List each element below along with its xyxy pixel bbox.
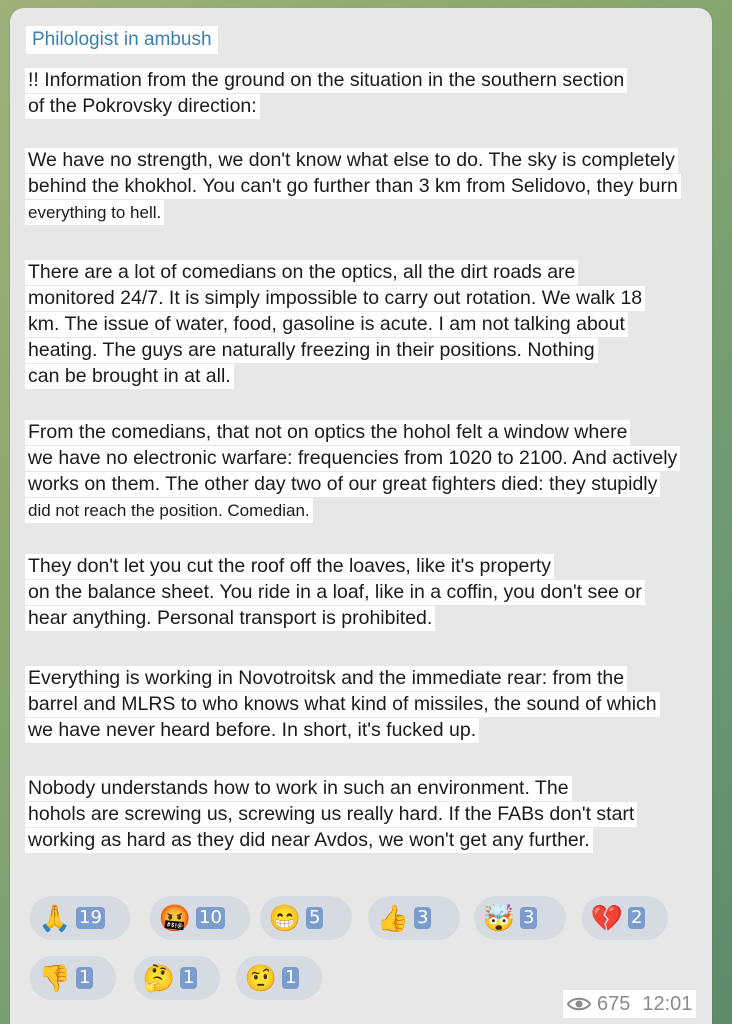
text-line: !! Information from the ground on the situation in the southern section xyxy=(25,68,627,93)
thumbs-down-icon: 👎 xyxy=(38,963,72,993)
text-line: barrel and MLRS to who knows what kind of missiles, the sound of which xyxy=(25,692,660,717)
reaction-count: 1 xyxy=(180,967,197,989)
reaction-thumbs-down[interactable] xyxy=(30,956,116,1000)
text-line: Everything is working in Novotroitsk and the immediate rear: from the xyxy=(25,666,627,691)
text-line: There are a lot of comedians on the optics, all the dirt roads are xyxy=(25,260,578,285)
reaction-exploding-head[interactable] xyxy=(474,896,566,940)
reaction-count: 19 xyxy=(76,907,105,929)
views-eye-icon xyxy=(567,996,591,1012)
paragraph xyxy=(25,554,645,632)
message-time: 12:01 xyxy=(642,992,693,1015)
text-line: can be brought in at all. xyxy=(25,364,234,389)
grinning-face-icon: 😁 xyxy=(268,903,302,933)
paragraph xyxy=(25,260,645,390)
reaction-grinning-face[interactable] xyxy=(260,896,352,940)
reaction-count: 2 xyxy=(628,907,645,929)
text-line: on the balance sheet. You ride in a loaf, like in a coffin, you don't see or xyxy=(25,580,645,605)
message-bubble xyxy=(10,8,712,1024)
text-line: heating. The guys are naturally freezing in their positions. Nothing xyxy=(25,338,598,363)
paragraph xyxy=(25,666,660,744)
text-line: working as hard as they did near Avdos, we won't get any further. xyxy=(25,828,593,853)
text-line: km. The issue of water, food, gasoline is acute. I am not talking about xyxy=(25,312,628,337)
exploding-head-icon: 🤯 xyxy=(482,903,516,933)
reaction-swearing-face[interactable] xyxy=(150,896,250,940)
reaction-count: 3 xyxy=(520,907,537,929)
paragraph xyxy=(25,68,627,120)
text-line: behind the khokhol. You can't go further than 3 km from Selidovo, they burn xyxy=(25,174,681,199)
text-line: We have no strength, we don't know what else to do. The sky is completely xyxy=(25,148,678,173)
paragraph xyxy=(25,776,637,854)
views-count: 675 xyxy=(597,992,631,1015)
message-meta xyxy=(563,990,696,1018)
paragraph xyxy=(25,420,680,524)
text-line: we have never heard before. In short, it's fucked up. xyxy=(25,718,479,743)
paragraph xyxy=(25,148,681,226)
reaction-count: 5 xyxy=(306,907,323,929)
text-line: They don't let you cut the roof off the loaves, like it's property xyxy=(25,554,554,579)
text-line: monitored 24/7. It is simply impossible to carry out rotation. We walk 18 xyxy=(25,286,645,311)
reaction-count: 10 xyxy=(196,907,225,929)
swearing-face-icon: 🤬 xyxy=(158,903,192,933)
thinking-face-icon: 🤔 xyxy=(142,963,176,993)
text-line: did not reach the position. Comedian. xyxy=(25,498,313,523)
text-line: works on them. The other day two of our great fighters died: they stupidly xyxy=(25,472,660,497)
text-line: we have no electronic warfare: frequencies from 1020 to 2100. And actively xyxy=(25,446,680,471)
text-line: hohols are screwing us, screwing us really hard. If the FABs don't start xyxy=(25,802,637,827)
text-line: From the comedians, that not on optics the hohol felt a window where xyxy=(25,420,630,445)
folded-hands-icon: 🙏 xyxy=(38,903,72,933)
raised-eyebrow-face-icon: 🤨 xyxy=(244,963,278,993)
text-line: Nobody understands how to work in such an environment. The xyxy=(25,776,572,801)
thumbs-up-icon: 👍 xyxy=(376,903,410,933)
text-line: everything to hell. xyxy=(25,200,164,225)
reaction-count: 1 xyxy=(76,967,93,989)
channel-name[interactable]: Philologist in ambush xyxy=(26,26,218,54)
text-line: hear anything. Personal transport is prohibited. xyxy=(25,606,435,631)
reaction-raised-eyebrow-face[interactable] xyxy=(236,956,322,1000)
reaction-count: 1 xyxy=(282,967,299,989)
reaction-thinking-face[interactable] xyxy=(134,956,220,1000)
broken-heart-icon: 💔 xyxy=(590,903,624,933)
text-line: of the Pokrovsky direction: xyxy=(25,94,260,119)
reaction-broken-heart[interactable] xyxy=(582,896,668,940)
reaction-thumbs-up[interactable] xyxy=(368,896,460,940)
reaction-count: 3 xyxy=(414,907,431,929)
reaction-folded-hands[interactable] xyxy=(30,896,130,940)
